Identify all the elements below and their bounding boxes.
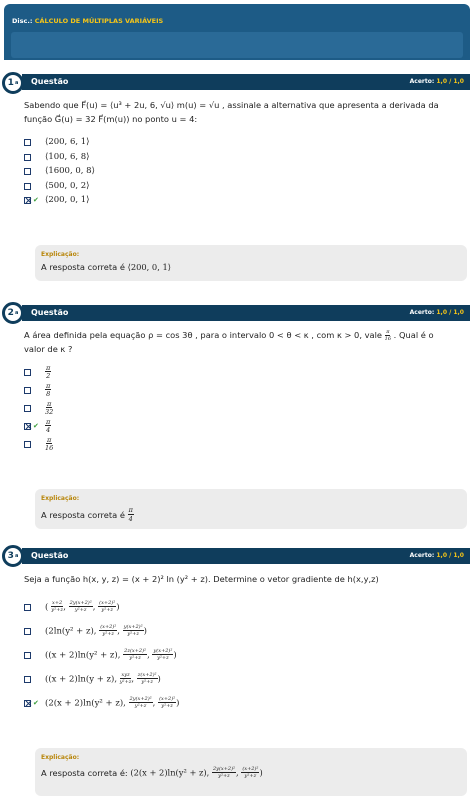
question-number-badge: 3 a bbox=[2, 545, 24, 567]
explanation-title: Explicação: bbox=[41, 251, 80, 258]
course-header bbox=[4, 4, 470, 60]
question-title: Questão bbox=[31, 77, 69, 86]
option-checkbox[interactable] bbox=[24, 168, 31, 175]
explanation-box bbox=[35, 245, 467, 281]
option-text: ⟨100, 6, 8⟩ bbox=[45, 152, 90, 162]
option-text: $\frac{\pi}{2}$ bbox=[46, 363, 51, 380]
option[interactable] bbox=[24, 644, 177, 666]
option-text: ( $\frac{x+2}{\text{y²+z}}$ , $\frac{\text{2y(x+2)²}}{\text{y²+z}}$ , $\frac{\text{(x+2)²}}{\text{y²+z}}$ ) bbox=[45, 600, 120, 613]
discipline-name: CÁLCULO DE MÚLTIPLAS VARIÁVEIS bbox=[34, 17, 164, 25]
option-text: ⟨1600, 0, 8⟩ bbox=[45, 166, 95, 176]
option[interactable] bbox=[24, 620, 147, 642]
option[interactable] bbox=[24, 381, 51, 399]
option-checkbox[interactable] bbox=[24, 652, 31, 659]
option-text: ((x + 2)ln(y² + z), $\frac{\text{2z(x+2)²}}{\text{y²+z}}$ , $\frac{\text{y(x+2)²}}{\text{y²+z}}$ ) bbox=[45, 648, 177, 661]
option-checkbox-checked[interactable] bbox=[24, 700, 31, 707]
question-score: Acerto: 1,0 / 1,0 bbox=[409, 552, 464, 559]
option-checkbox[interactable] bbox=[24, 387, 31, 394]
option-text: (2(x + 2)ln(y² + z), $\frac{\text{2y(x+2)²}}{\text{y²+z}}$ , $\frac{\text{(x+2)²}}{\text{y²+z}}$ ) bbox=[45, 696, 180, 709]
option-text: ⟨200, 6, 1⟩ bbox=[45, 137, 90, 147]
option-checkbox[interactable] bbox=[24, 676, 31, 683]
option-text: $\frac{\pi}{4}$ bbox=[46, 417, 51, 434]
explanation-answer: ⟨200, 0, 1⟩ bbox=[127, 262, 171, 272]
explanation-box bbox=[35, 748, 467, 796]
correct-check-icon: ✔ bbox=[33, 699, 39, 707]
discipline-label bbox=[12, 17, 163, 25]
question-number-badge: 1 a bbox=[2, 72, 24, 94]
header-panel bbox=[11, 32, 463, 58]
option[interactable] bbox=[24, 596, 120, 618]
question-title: Questão bbox=[31, 551, 69, 560]
option[interactable] bbox=[24, 164, 95, 178]
option-text: ((x + 2)ln(y + z), $\frac{\text{xyz}}{\text{y²+z}}$ , $\frac{\text{z(x+2)²}}{\text{y²+z}}$ ) bbox=[45, 672, 161, 685]
explanation-text: A resposta correta é: (2(x + 2)ln(y² + z), $\frac{\text{2y(x+2)²}}{\text{y²+z}}$ , $\frac{\text{(x+2)²}}{\text{y²+z}}$ ) bbox=[41, 766, 263, 779]
option-selected[interactable] bbox=[24, 417, 51, 435]
option-text: $\frac{\pi}{8}$ bbox=[46, 381, 51, 398]
option-checkbox[interactable] bbox=[24, 441, 31, 448]
option-checkbox[interactable] bbox=[24, 628, 31, 635]
option-checkbox[interactable] bbox=[24, 154, 31, 161]
option-text: (2ln(y² + z), $\frac{\text{(x+2)²}}{\text{y²+z}}$ , $\frac{\text{y(x+2)²}}{\text{y²+z}}$ ) bbox=[45, 624, 147, 637]
option-text: $\frac{\pi}{32}$ bbox=[45, 399, 54, 416]
explanation-box bbox=[35, 489, 467, 529]
option[interactable] bbox=[24, 399, 53, 417]
option-checkbox-checked[interactable] bbox=[24, 423, 31, 430]
option-checkbox[interactable] bbox=[24, 183, 31, 190]
option[interactable] bbox=[24, 135, 89, 149]
explanation-text: A resposta correta é ⟨200, 0, 1⟩ bbox=[41, 262, 171, 272]
option[interactable] bbox=[24, 435, 53, 453]
question-header bbox=[22, 74, 470, 90]
explanation-title: Explicação: bbox=[41, 754, 80, 761]
question-score: Acerto: 1,0 / 1,0 bbox=[409, 309, 464, 316]
option-selected[interactable] bbox=[24, 193, 89, 207]
correct-check-icon: ✔ bbox=[33, 422, 39, 430]
explanation-answer: $\frac{\pi}{4}$ bbox=[128, 506, 133, 523]
option-text: ⟨200, 0, 1⟩ bbox=[45, 195, 90, 205]
question-statement: A área definida pela equação ρ = cos 3θ , para o intervalo 0 < θ < κ , com κ > 0, vale $\frac{\pi}{16}$ . Qual é o valor de κ ? bbox=[24, 328, 434, 354]
option-checkbox[interactable] bbox=[24, 405, 31, 412]
option-text: $\frac{\pi}{16}$ bbox=[45, 435, 54, 452]
option[interactable] bbox=[24, 179, 89, 193]
question-title: Questão bbox=[31, 308, 69, 317]
question-statement: Sabendo que F⃗(u) = ⟨u³ + 2u, 6, √u⟩ m(u) = √u , assinale a alternativa que apresenta a derivada da função G⃗(u) = 32 F⃗(m(u)) no ponto u = 4: bbox=[24, 100, 439, 124]
discipline-prefix: Disc.: bbox=[12, 17, 33, 25]
explanation-answer: (2(x + 2)ln(y² + z), $\frac{\text{2y(x+2)²}}{\text{y²+z}}$ , $\frac{\text{(x+2)²}}{\text{y²+z}}$ ) bbox=[130, 766, 263, 779]
option[interactable] bbox=[24, 150, 89, 164]
option[interactable] bbox=[24, 363, 51, 381]
question-number-badge: 2 a bbox=[2, 302, 24, 324]
question-score: Acerto: 1,0 / 1,0 bbox=[409, 78, 464, 85]
option-checkbox[interactable] bbox=[24, 604, 31, 611]
question-header bbox=[22, 548, 470, 564]
explanation-text: A resposta correta é $\frac{\pi}{4}$ bbox=[41, 506, 133, 523]
option-checkbox-checked[interactable] bbox=[24, 197, 31, 204]
explanation-title: Explicação: bbox=[41, 495, 80, 502]
question-header bbox=[22, 305, 470, 321]
option[interactable] bbox=[24, 668, 161, 690]
option-text: ⟨500, 0, 2⟩ bbox=[45, 181, 90, 191]
correct-check-icon: ✔ bbox=[33, 196, 39, 204]
option-selected[interactable] bbox=[24, 692, 180, 714]
question-statement: Seja a função h(x, y, z) = (x + 2)² ln (y² + z). Determine o vetor gradiente de h(x,y,z) bbox=[24, 574, 379, 584]
option-checkbox[interactable] bbox=[24, 139, 31, 146]
option-checkbox[interactable] bbox=[24, 369, 31, 376]
